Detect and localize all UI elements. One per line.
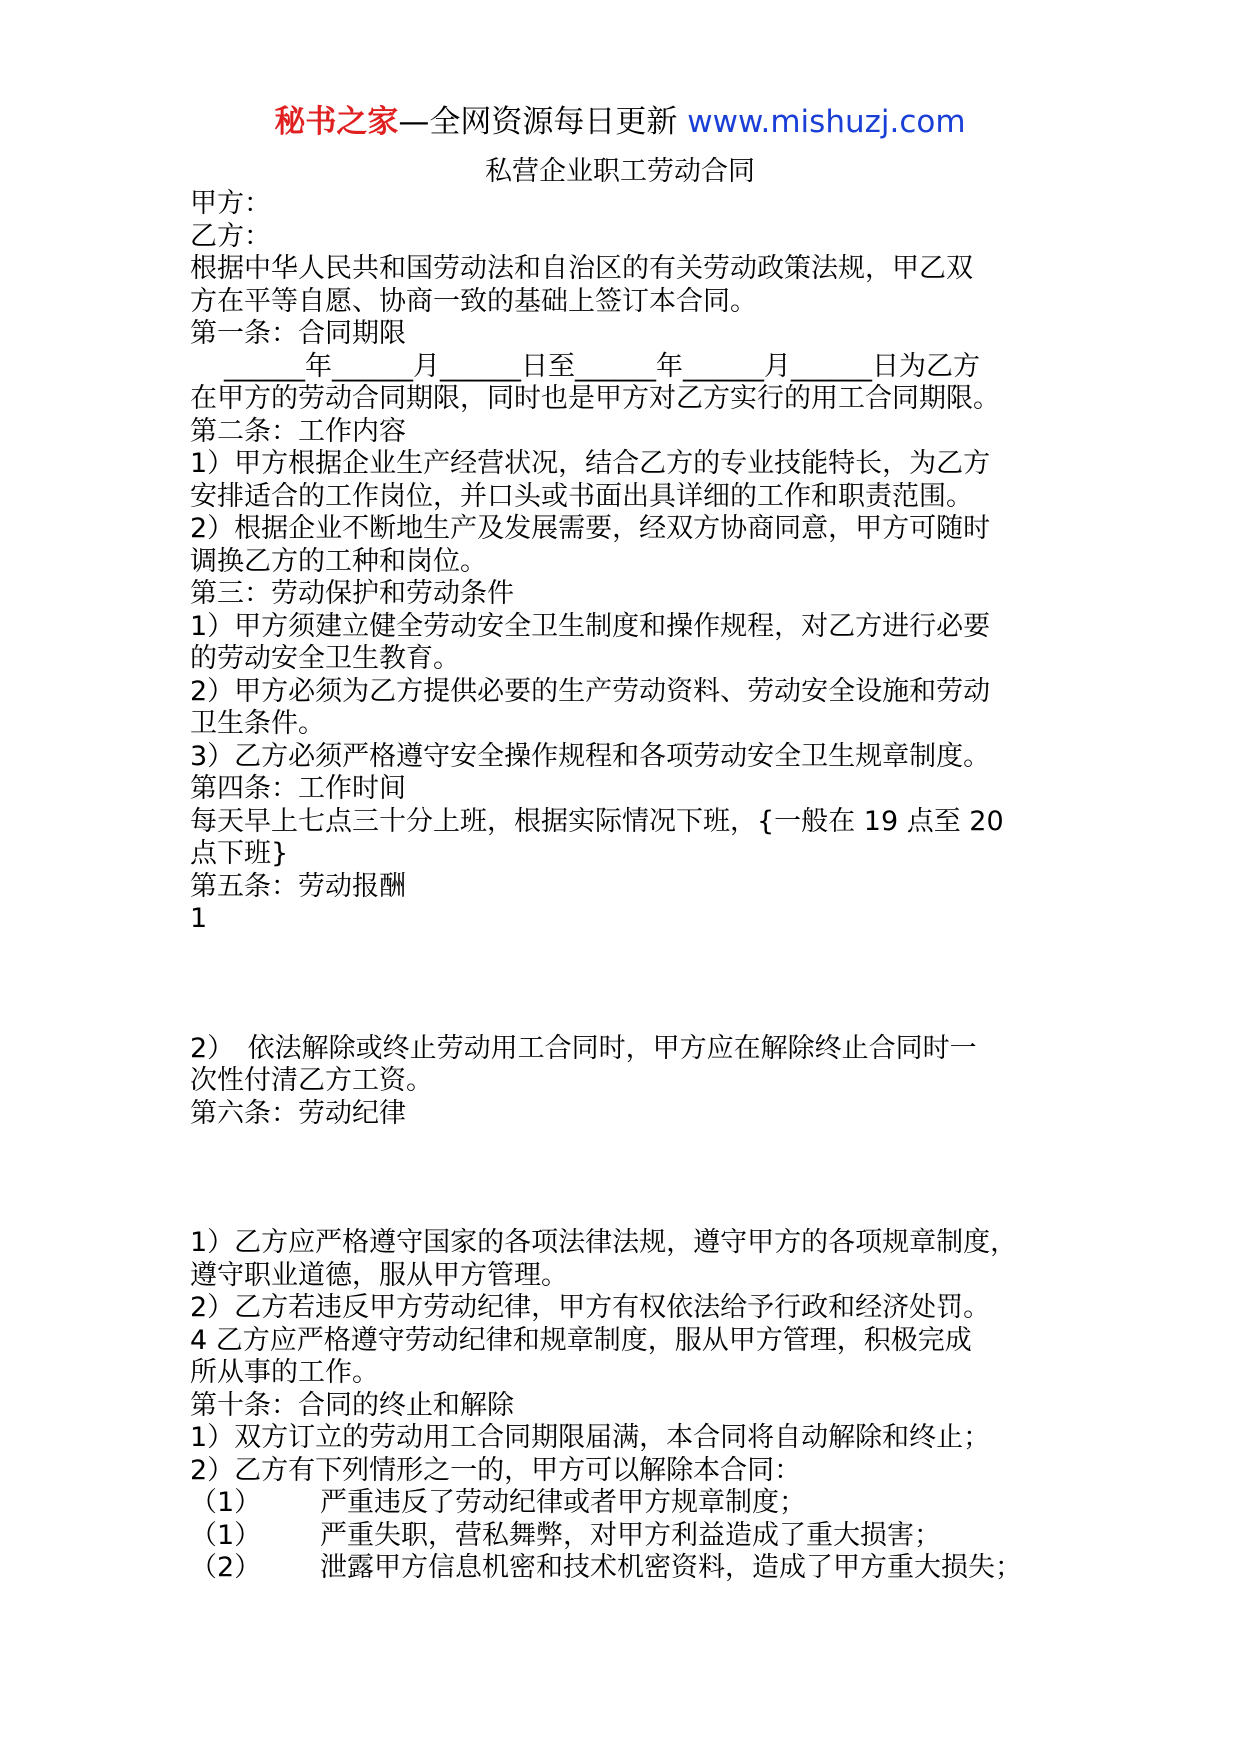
paragraph-line: 方在平等自愿、协商一致的基础上签订本合同。 (190, 285, 757, 317)
sub-item-number: （1） (190, 1487, 262, 1518)
paragraph-line: 所从事的工作。 (190, 1357, 379, 1388)
sub-item (190, 1487, 1090, 1520)
paragraph-line: 2）甲方必须为乙方提供必要的生产劳动资料、劳动安全设施和劳动 (190, 675, 991, 707)
article-heading: 第三：劳动保护和劳动条件 (190, 578, 514, 609)
paragraph-line: 1）甲方须建立健全劳动安全卫生制度和操作规程，对乙方进行必要 (190, 610, 991, 642)
site-slogan: —全网资源每日更新 (398, 104, 678, 140)
paragraph-line: 卫生条件。 (190, 708, 325, 739)
paragraph-line: 2） 依法解除或终止劳动用工合同时，甲方应在解除终止合同时一 (190, 1032, 977, 1064)
blank-space (190, 1130, 1090, 1227)
paragraph-line: 每天早上七点三十分上班，根据实际情况下班，{一般在 19 点至 20 (190, 805, 1004, 837)
paragraph-line: 在甲方的劳动合同期限，同时也是甲方对乙方实行的用工合同期限。 (190, 383, 1000, 414)
sub-item-text: 严重失职，营私舞弊，对甲方利益造成了重大损害； (320, 1519, 941, 1551)
contract-period-blank-line: ______年______月______日至______年______月______日为乙方 (224, 350, 980, 382)
paragraph-line: 安排适合的工作岗位，并口头或书面出具详细的工作和职责范围。 (190, 480, 973, 512)
paragraph-line: 调换乙方的工种和岗位。 (190, 545, 487, 577)
paragraph-line: 2）乙方若违反甲方劳动纪律，甲方有权依法给予行政和经济处罚。 (190, 1292, 991, 1323)
paragraph-line: 的劳动安全卫生教育。 (190, 643, 460, 674)
article-heading: 第六条：劳动纪律 (190, 1097, 406, 1129)
sub-item-text: 严重违反了劳动纪律或者甲方规章制度； (320, 1487, 806, 1518)
paragraph-line: 点下班} (190, 838, 289, 869)
paragraph-line: 3）乙方必须严格遵守安全操作规程和各项劳动安全卫生规章制度。 (190, 740, 991, 772)
list-number: 1 (190, 903, 208, 934)
paragraph-line: 1）甲方根据企业生产经营状况，结合乙方的专业技能特长，为乙方 (190, 448, 991, 479)
document-title: 私营企业职工劳动合同 (485, 156, 755, 187)
paragraph-line: 4 乙方应严格遵守劳动纪律和规章制度，服从甲方管理，积极完成 (190, 1324, 972, 1356)
sub-item-number: （2） (190, 1552, 262, 1583)
paragraph-line: 根据中华人民共和国劳动法和自治区的有关劳动政策法规，甲乙双 (190, 253, 973, 284)
site-url-link[interactable]: www.mishuzj.com (687, 104, 966, 140)
sub-item (190, 1552, 1090, 1585)
sub-item (190, 1520, 1090, 1553)
paragraph-line: 次性付清乙方工资。 (190, 1065, 433, 1096)
site-header (0, 100, 1240, 144)
paragraph-line: 1）乙方应严格遵守国家的各项法律法规，遵守甲方的各项规章制度， (190, 1227, 1018, 1258)
article-heading: 第四条：工作时间 (190, 773, 406, 804)
paragraph-line: 遵守职业道德，服从甲方管理。 (190, 1259, 568, 1291)
sub-item-number: （1） (190, 1519, 262, 1551)
article-heading: 第一条：合同期限 (190, 318, 406, 349)
paragraph-line: 2）根据企业不断地生产及发展需要，经双方协商同意，甲方可随时 (190, 513, 991, 544)
document-body (190, 188, 1090, 1585)
article-heading: 第五条：劳动报酬 (190, 870, 406, 902)
paragraph-line: 2）乙方有下列情形之一的，甲方可以解除本合同： (190, 1454, 802, 1486)
article-heading: 第十条：合同的终止和解除 (190, 1389, 514, 1421)
sub-item-text: 泄露甲方信息机密和技术机密资料，造成了甲方重大损失； (320, 1552, 1022, 1583)
brand-name: 秘书之家 (274, 104, 399, 140)
party-b-line: 乙方： (190, 220, 271, 252)
party-a-line: 甲方： (190, 188, 271, 219)
paragraph-line: 1）双方订立的劳动用工合同期限届满，本合同将自动解除和终止； (190, 1422, 991, 1453)
blank-space (190, 936, 1090, 1033)
article-heading: 第二条：工作内容 (190, 415, 406, 447)
